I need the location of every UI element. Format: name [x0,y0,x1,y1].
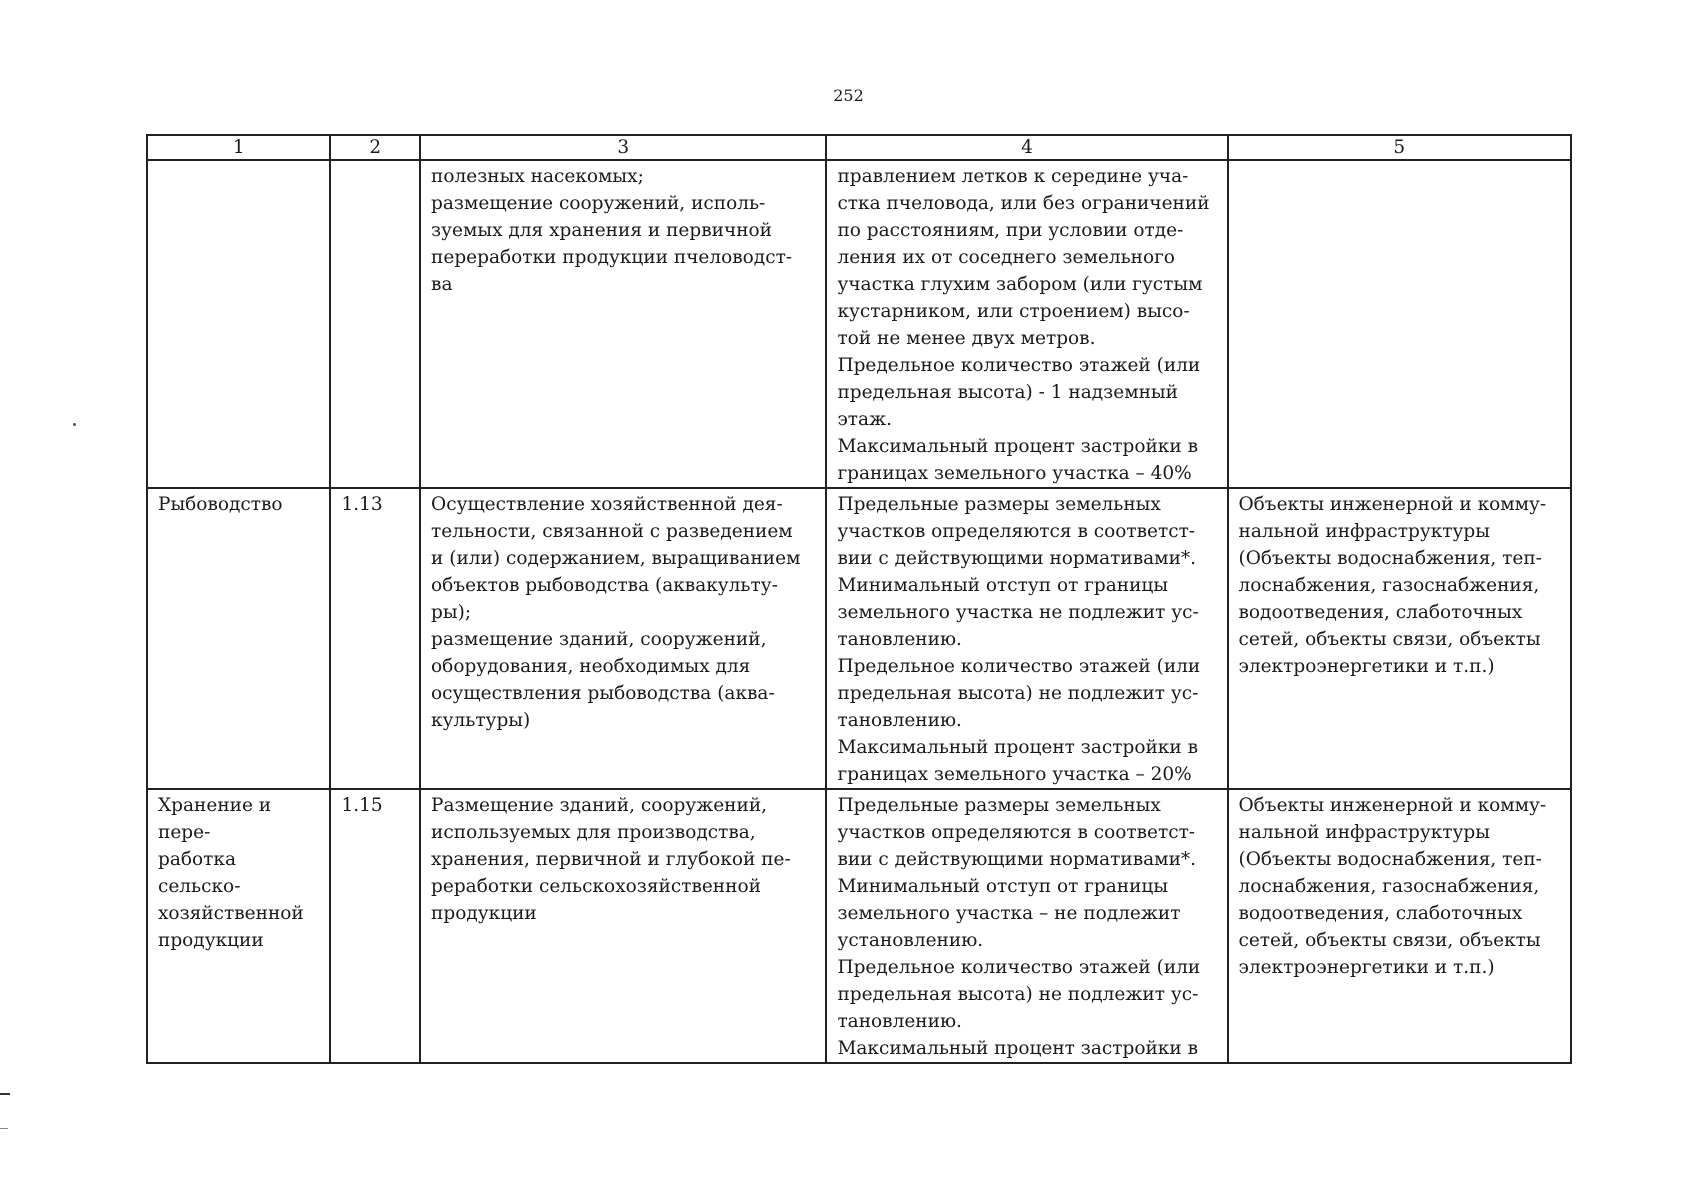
text-line: культуры) [431,710,531,731]
text-line: и (или) содержанием, выращиванием [431,548,801,569]
text-line: по расстояниям, при условии отде- [837,220,1184,241]
text-line: участков определяются в соответст- [837,822,1196,843]
text-line: Объекты инженерной и комму- [1238,494,1547,515]
text-line: Предельное количество этажей (или [837,656,1201,677]
text-line: ления их от соседнего земельного [837,247,1175,268]
text-line: Осуществление хозяйственной дея- [431,494,783,515]
text-line: размещение сооружений, исполь- [431,193,766,214]
text-line: (Объекты водоснабжения, теп- [1238,849,1542,870]
text-line: зуемых для хранения и первичной [431,220,772,241]
text-line: тановлению. [837,710,962,731]
table-row [147,789,1571,1063]
text-line: водоотведения, слаботочных [1238,903,1523,924]
table-header-row [147,135,1571,160]
cell-parameters [826,488,1227,789]
text-line: работка сельско- [158,849,241,897]
scan-artifact-line [0,1093,10,1095]
text-line: Предельное количество этажей (или [837,355,1201,376]
cell-description [420,789,826,1063]
text-line: реработки сельскохозяйственной [431,876,761,897]
cell-description [420,488,826,789]
text-line: нальной инфраструктуры [1238,521,1490,542]
text-line: сетей, объекты связи, объекты [1238,629,1541,650]
text-line: сетей, объекты связи, объекты [1238,930,1541,951]
cell-objects [1228,789,1572,1063]
text-line: участка глухим забором (или густым [837,274,1203,295]
text-line: хозяйственной [158,903,304,924]
text-line: предельная высота) не подлежит ус- [837,984,1199,1005]
cell-name [147,789,330,1063]
text-line: оборудования, необходимых для [431,656,751,677]
cell-name [147,160,330,488]
column-header-3: 3 [420,135,826,160]
text-line: участков определяются в соответст- [837,521,1196,542]
text-line: Объекты инженерной и комму- [1238,795,1547,816]
text-line: лоснабжения, газоснабжения, [1238,575,1540,596]
text-line: 1.13 [341,494,383,515]
cell-objects [1228,488,1572,789]
table-row [147,488,1571,789]
text-line: Предельные размеры земельных [837,795,1161,816]
text-line: предельная высота) не подлежит ус- [837,683,1199,704]
column-header-4: 4 [826,135,1227,160]
text-line: полезных насекомых; [431,166,644,187]
text-line: Рыбоводство [158,494,283,515]
page-number: 252 [833,86,864,105]
regulations-table [146,134,1572,1064]
text-line: продукции [158,930,264,951]
text-line: Предельные размеры земельных [837,494,1161,515]
text-line: нальной инфраструктуры [1238,822,1490,843]
column-header-2: 2 [330,135,420,160]
cell-code [330,488,420,789]
text-line: границах земельного участка – 20% [837,764,1192,785]
text-line: Минимальный отступ от границы [837,876,1169,897]
cell-name [147,488,330,789]
text-line: Размещение зданий, сооружений, [431,795,768,816]
text-line: Максимальный процент застройки в [837,1038,1198,1059]
scan-artifact-line [0,1128,8,1129]
text-line: вии с действующими нормативами*. [837,849,1197,870]
text-line: тановлению. [837,629,962,650]
text-line: Минимальный отступ от границы [837,575,1169,596]
text-line: земельного участка не подлежит ус- [837,602,1199,623]
text-line: объектов рыбоводства (аквакульту- [431,575,778,596]
cell-code [330,160,420,488]
text-line: вии с действующими нормативами*. [837,548,1197,569]
cell-parameters [826,789,1227,1063]
text-line: этаж. [837,409,892,430]
text-line: тельности, связанной с разведением [431,521,793,542]
text-line: Максимальный процент застройки в [837,436,1198,457]
text-line: кустарником, или строением) высо- [837,301,1190,322]
text-line: той не менее двух метров. [837,328,1096,349]
cell-code [330,789,420,1063]
cell-parameters [826,160,1227,488]
text-line: ва [431,274,453,295]
text-line: лоснабжения, газоснабжения, [1238,876,1540,897]
text-line: используемых для производства, [431,822,756,843]
text-line: правлением летков к середине уча- [837,166,1189,187]
scan-artifact-dot [73,423,76,426]
cell-objects [1228,160,1572,488]
text-line: границах земельного участка – 40% [837,463,1192,484]
text-line: 1.15 [341,795,383,816]
text-line: продукции [431,903,537,924]
column-header-1: 1 [147,135,330,160]
text-line: хранения, первичной и глубокой пе- [431,849,791,870]
text-line: установлению. [837,930,984,951]
text-line: Хранение и пере- [158,795,272,843]
text-line: (Объекты водоснабжения, теп- [1238,548,1542,569]
text-line: Предельное количество этажей (или [837,957,1201,978]
text-line: стка пчеловода, или без ограничений [837,193,1210,214]
text-line: предельная высота) - 1 надземный [837,382,1178,403]
text-line: электроэнергетики и т.п.) [1238,656,1495,677]
text-line: осуществления рыбоводства (аква- [431,683,775,704]
text-line: тановлению. [837,1011,962,1032]
table-row [147,160,1571,488]
text-line: водоотведения, слаботочных [1238,602,1523,623]
text-line: Максимальный процент застройки в [837,737,1198,758]
text-line: электроэнергетики и т.п.) [1238,957,1495,978]
text-line: земельного участка – не подлежит [837,903,1181,924]
column-header-5: 5 [1228,135,1572,160]
text-line: размещение зданий, сооружений, [431,629,767,650]
cell-description [420,160,826,488]
text-line: переработки продукции пчеловодст- [431,247,793,268]
text-line: ры); [431,602,472,623]
